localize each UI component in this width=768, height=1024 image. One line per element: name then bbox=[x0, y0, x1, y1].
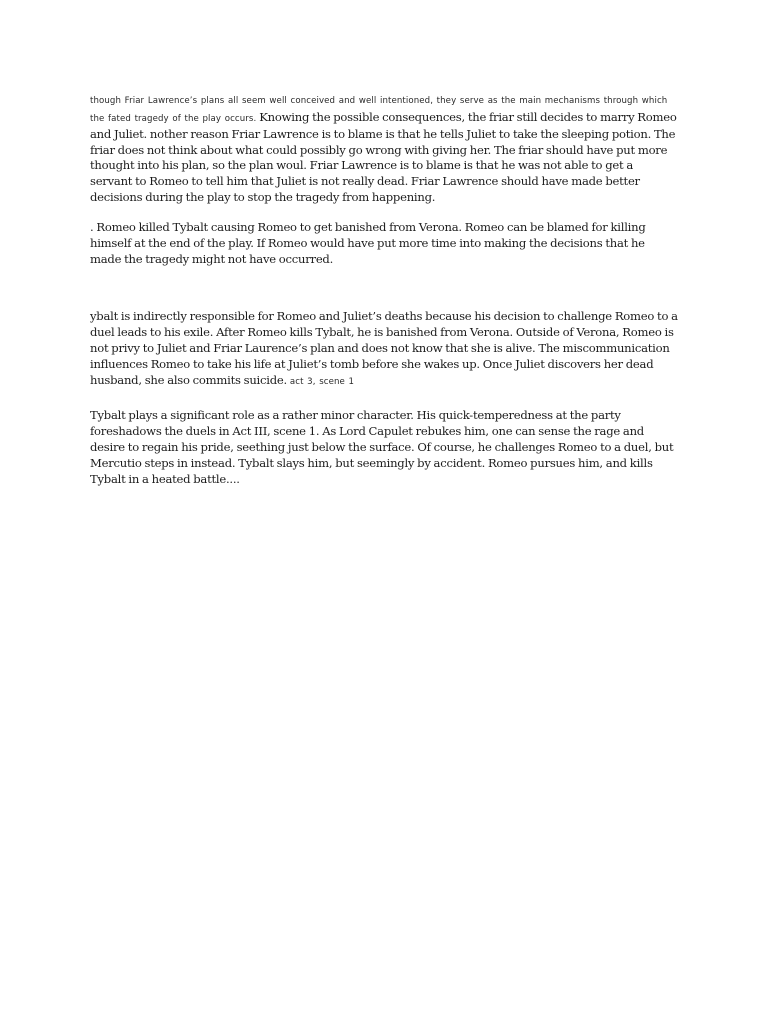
paragraph-tail-text: act 3, scene 1 bbox=[289, 377, 355, 387]
paragraph-friar-lawrence bbox=[90, 92, 678, 205]
paragraph-body-text: ybalt is indirectly responsible for Romeo and Juliet’s deaths because his decision to challenge Romeo to a duel leads to his exile. After Romeo kills Tybalt, he is banished from Verona. Outside of Verona, Romeo is not privy to Juliet and Friar Laurence’s plan and does not know that she is alive. The miscommunication influences Romeo to take his life at Juliet’s tomb before she wakes up. Once Juliet discovers her dead husband, she also commits suicide. bbox=[90, 309, 678, 387]
paragraph-body-text: Tybalt plays a significant role as a rather minor character. His quick-temperedness at the party foreshadows the duels in Act III, scene 1. As Lord Capulet rebukes him, one can sense the rage and desire to regain his pride, seething just below the surface. Of course, he challenges Romeo to a duel, but Mercutio steps in instead. Tybalt slays him, but seemingly by accident. Romeo pursues him, and kills Tybalt in a heated battle.... bbox=[90, 408, 674, 486]
paragraph-romeo bbox=[90, 219, 678, 267]
paragraph-lead-text: though Friar Lawrence’s plans all seem well conceived and well intentioned, they serve as the main mechanisms through which the fated tragedy of the play occurs. bbox=[90, 96, 668, 124]
paragraph-tybalt-role bbox=[90, 407, 678, 487]
paragraph-body-text: Knowing the possible consequences, the friar still decides to marry Romeo and Juliet. nother reason Friar Lawrence is to blame is that he tells Juliet to take the sleeping potion. The friar does not think about what could possibly go wrong with giving her. The friar should have put more thought into his plan, so the plan woul. Friar Lawrence is to blame is that he was not able to get a servant to Romeo to tell him that Juliet is not really dead. Friar Lawrence should have made better decisions during the play to stop the tragedy from happening. bbox=[90, 109, 677, 204]
paragraph-body-text: . Romeo killed Tybalt causing Romeo to get banished from Verona. Romeo can be blamed for killing himself at the end of the play. If Romeo would have put more time into making the decisions that he made the tragedy might not have occurred. bbox=[90, 220, 646, 266]
paragraph-tybalt-responsibility bbox=[90, 308, 678, 390]
